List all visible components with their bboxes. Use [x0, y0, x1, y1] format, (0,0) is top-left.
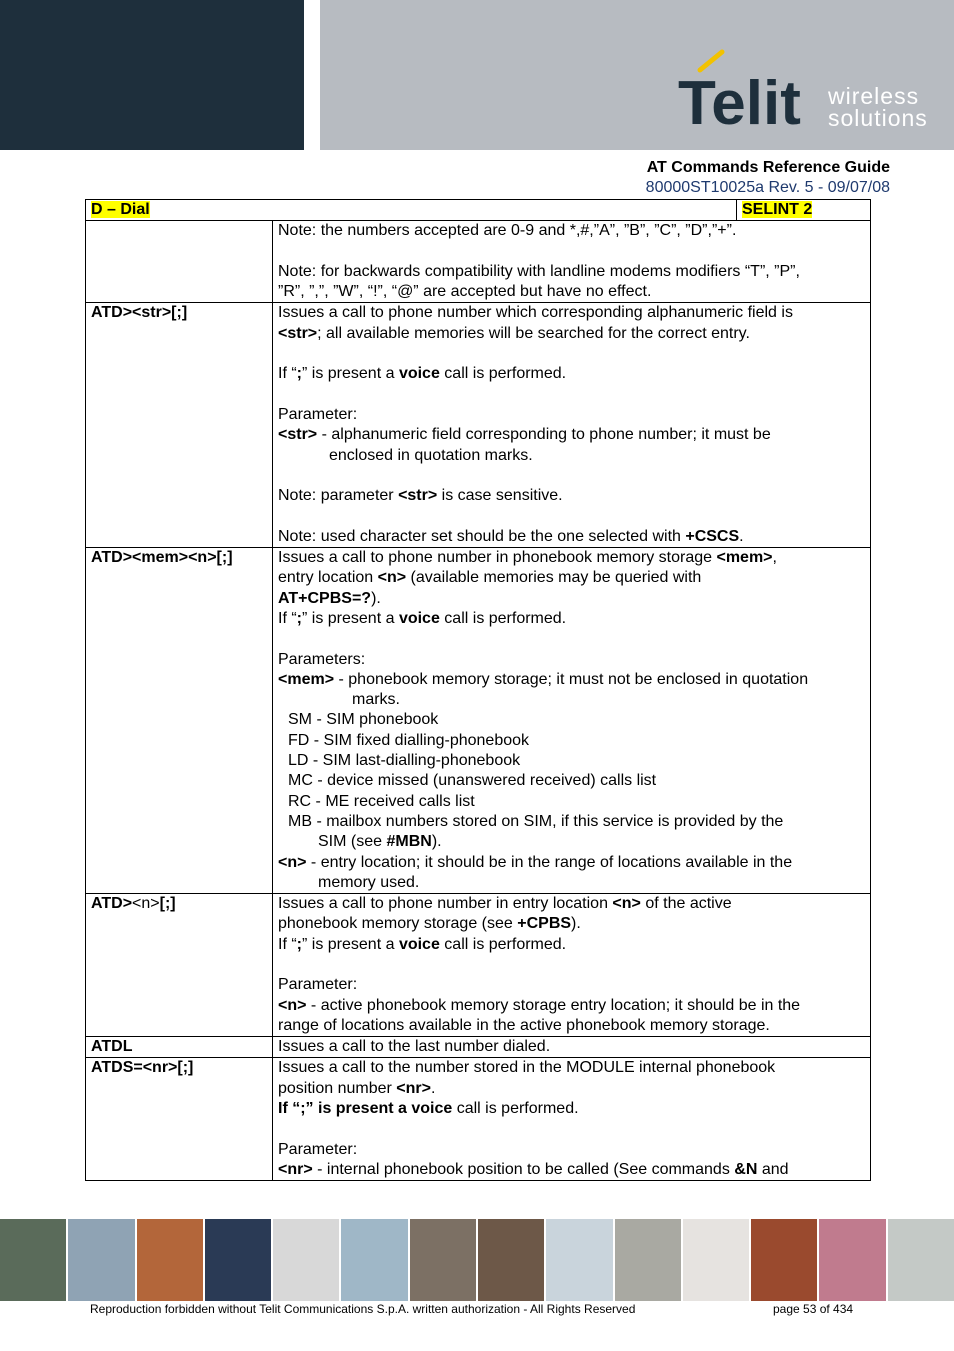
- footer-photo-strip: [0, 1219, 954, 1301]
- page-number: page 53 of 434: [773, 1302, 854, 1316]
- footer-photo: [546, 1219, 612, 1301]
- command-name: ATDL: [86, 1037, 273, 1058]
- footer-photo: [751, 1219, 817, 1301]
- list-item: RC - ME received calls list: [288, 792, 475, 810]
- guide-title: AT Commands Reference Guide: [646, 159, 890, 176]
- table-header-row: [86, 200, 871, 221]
- logo-sub-text-1: wireless: [828, 83, 920, 109]
- list-item: MC - device missed (unanswered received) calls list: [288, 772, 657, 790]
- footer-photo: [341, 1219, 407, 1301]
- footer-photo: [273, 1219, 339, 1301]
- footer-copyright: Reproduction forbidden without Telit Communications S.p.A. written authorization - All Rights Reserved: [90, 1302, 636, 1316]
- command-name: ATD><mem><n>[;]: [86, 548, 273, 894]
- footer-photo: [410, 1219, 476, 1301]
- header-dark-panel: [0, 0, 304, 150]
- list-item: LD - SIM last-dialling-phonebook: [288, 752, 521, 770]
- footer-photo: [819, 1219, 885, 1301]
- footer-photo: [68, 1219, 134, 1301]
- footer-photo: [0, 1219, 66, 1301]
- logo-accent-mark: [700, 52, 722, 70]
- command-name: ATD><n>[;]: [86, 894, 273, 1037]
- list-item: MB - mailbox numbers stored on SIM, if this service is provided by the: [288, 812, 784, 830]
- footer-photo: [888, 1219, 954, 1301]
- footer-photo: [478, 1219, 544, 1301]
- footer-photo: [683, 1219, 749, 1301]
- command-name: ATDS=<nr>[;]: [86, 1058, 273, 1181]
- table-row: ATD><str>[;] Issues a call to phone number which corresponding alphanumeric field is <str>; all available memories will be searched for the correct entry. If “;” is present a voice call is performed. Parameter: <str> - alphanumeric field corresponding to phone number; it must be enclosed in quotation marks. Note: parameter <str> is case sensitive. Note: used character set should be the one selected with +CSCS.: [86, 303, 871, 548]
- telit-logo: [672, 48, 942, 138]
- command-name: ATD><str>[;]: [86, 303, 273, 548]
- table-row: ATD><n>[;] Issues a call to phone number in entry location <n> of the active phonebook memory storage (see +CPBS). If “;” is present a voice call is performed. Parameter: <n> - active phonebook memory storage entry location; it should be in the range of locations available in the active phonebook memory storage.: [86, 894, 871, 1037]
- list-item: FD - SIM fixed dialling-phonebook: [288, 731, 530, 749]
- footer-photo: [615, 1219, 681, 1301]
- selint-badge: SELINT 2: [742, 201, 813, 218]
- section-title: D – Dial: [91, 201, 150, 218]
- table-row: ATD><mem><n>[;] Issues a call to phone number in phonebook memory storage <mem>, entry location <n> (available memories may be queried with AT+CPBS=?). If “;” is present a voice call is performed. Parameters: <mem> - phonebook memory storage; it must not be enclosed in quotation marks. SM - SIM phonebook FD - SIM fixed dialling-phonebook LD - SIM last-dialling-phonebook MC - device missed (unanswered received) calls list RC - ME received calls list MB - mailbox numbers stored on SIM, if this service is provided by the SIM (see #MBN). <n> - entry location; it should be in the range of locations available in the memory used.: [86, 548, 871, 894]
- footer-photo: [137, 1219, 203, 1301]
- footer-photo: [205, 1219, 271, 1301]
- table-row: ATDS=<nr>[;] Issues a call to the number stored in the MODULE internal phonebook position number <nr>. If “;” is present a voice call is performed. Parameter: <nr> - internal phonebook position to be called (See commands &N and: [86, 1058, 871, 1181]
- guide-revision: 80000ST10025a Rev. 5 - 09/07/08: [645, 179, 890, 196]
- dial-command-table: [85, 199, 871, 1181]
- logo-main-text: Telit: [678, 69, 801, 138]
- table-row: Note: the numbers accepted are 0-9 and *,#,”A”, ”B”, ”C”, ”D”,”+”. Note: for backwards compatibility with landline modems modifiers “T”, ”P”, ”R”, ”,”, ”W”, “!”, “@” are accepted but have no effect.: [86, 221, 871, 303]
- table-row: ATDL Issues a call to the last number dialed.: [86, 1037, 871, 1058]
- logo-sub-text-2: solutions: [828, 105, 928, 131]
- list-item: SM - SIM phonebook: [288, 711, 439, 729]
